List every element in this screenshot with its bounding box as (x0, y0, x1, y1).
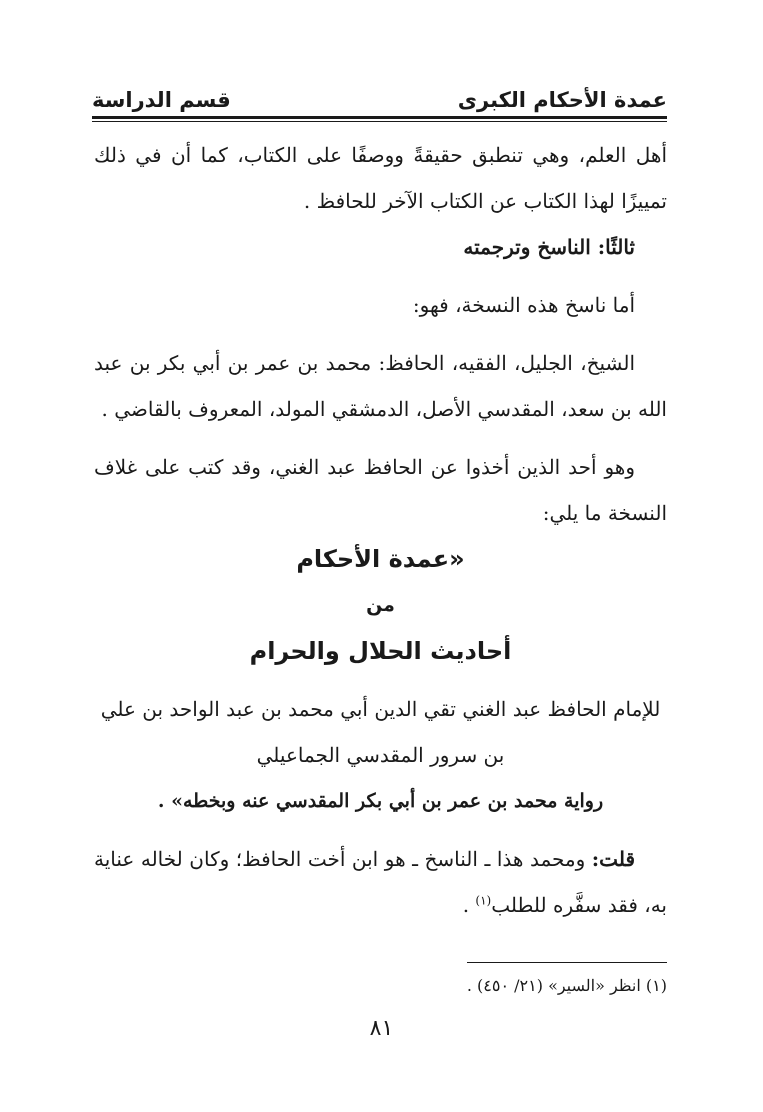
note-end: . (462, 893, 476, 917)
page-body (94, 132, 667, 928)
footnote: (١) انظر «السير» (٢١/ ٤٥٠) . (466, 976, 667, 995)
paragraph-copyist-name: الشيخ، الجليل، الفقيه، الحافظ: محمد بن عمر بن أبي بكر بن عبد الله بن سعد، المقدسي الأصل، الدمشقي المولد، المعروف بالقاضي . (94, 351, 667, 421)
paragraph-note (94, 836, 667, 928)
running-header (92, 84, 667, 120)
cover-title: «عمدة الأحكام (296, 545, 465, 573)
cover-riwaya: رواية محمد بن عمر بن أبي بكر المقدسي عنه وبخطه» . (157, 790, 604, 812)
cover-author: للإمام الحافظ عبد الغني تقي الدين أبي محمد بن عبد الواحد بن علي بن سرور المقدسي الجماعيلي (100, 697, 661, 767)
section-title: قسم الدراسة (92, 88, 231, 112)
header-rule-thick (92, 116, 667, 119)
section-subheading: ثالثًا: الناسخ وترجمته (463, 235, 635, 259)
cover-min: من (366, 594, 395, 616)
page-number: ٨١ (369, 1016, 394, 1041)
cover-subtitle: أحاديث الحلال والحرام (249, 637, 512, 665)
header-rule-thin (92, 121, 667, 122)
paragraph-continuation: أهل العلم، وهي تنطبق حقيقةً ووصفًا على الكتاب، كما أن في ذلك تمييزًا لهذا الكتاب عن الكتاب الآخر للحافظ . (94, 143, 667, 213)
paragraph-copyist-intro: أما ناسخ هذه النسخة، فهو: (412, 293, 635, 317)
paragraph-cover-intro: وهو أحد الذين أخذوا عن الحافظ عبد الغني، وقد كتب على غلاف النسخة ما يلي: (94, 455, 667, 525)
footnote-marker[interactable]: (١) (475, 893, 492, 908)
note-text: ومحمد هذا ـ الناسخ ـ هو ابن أخت الحافظ؛ وكان لخاله عناية به، فقد سفَّره للطلب (94, 847, 667, 917)
note-label: قلت: (591, 847, 635, 871)
book-title: عمدة الأحكام الكبرى (457, 88, 667, 112)
footnote-separator (467, 962, 667, 963)
